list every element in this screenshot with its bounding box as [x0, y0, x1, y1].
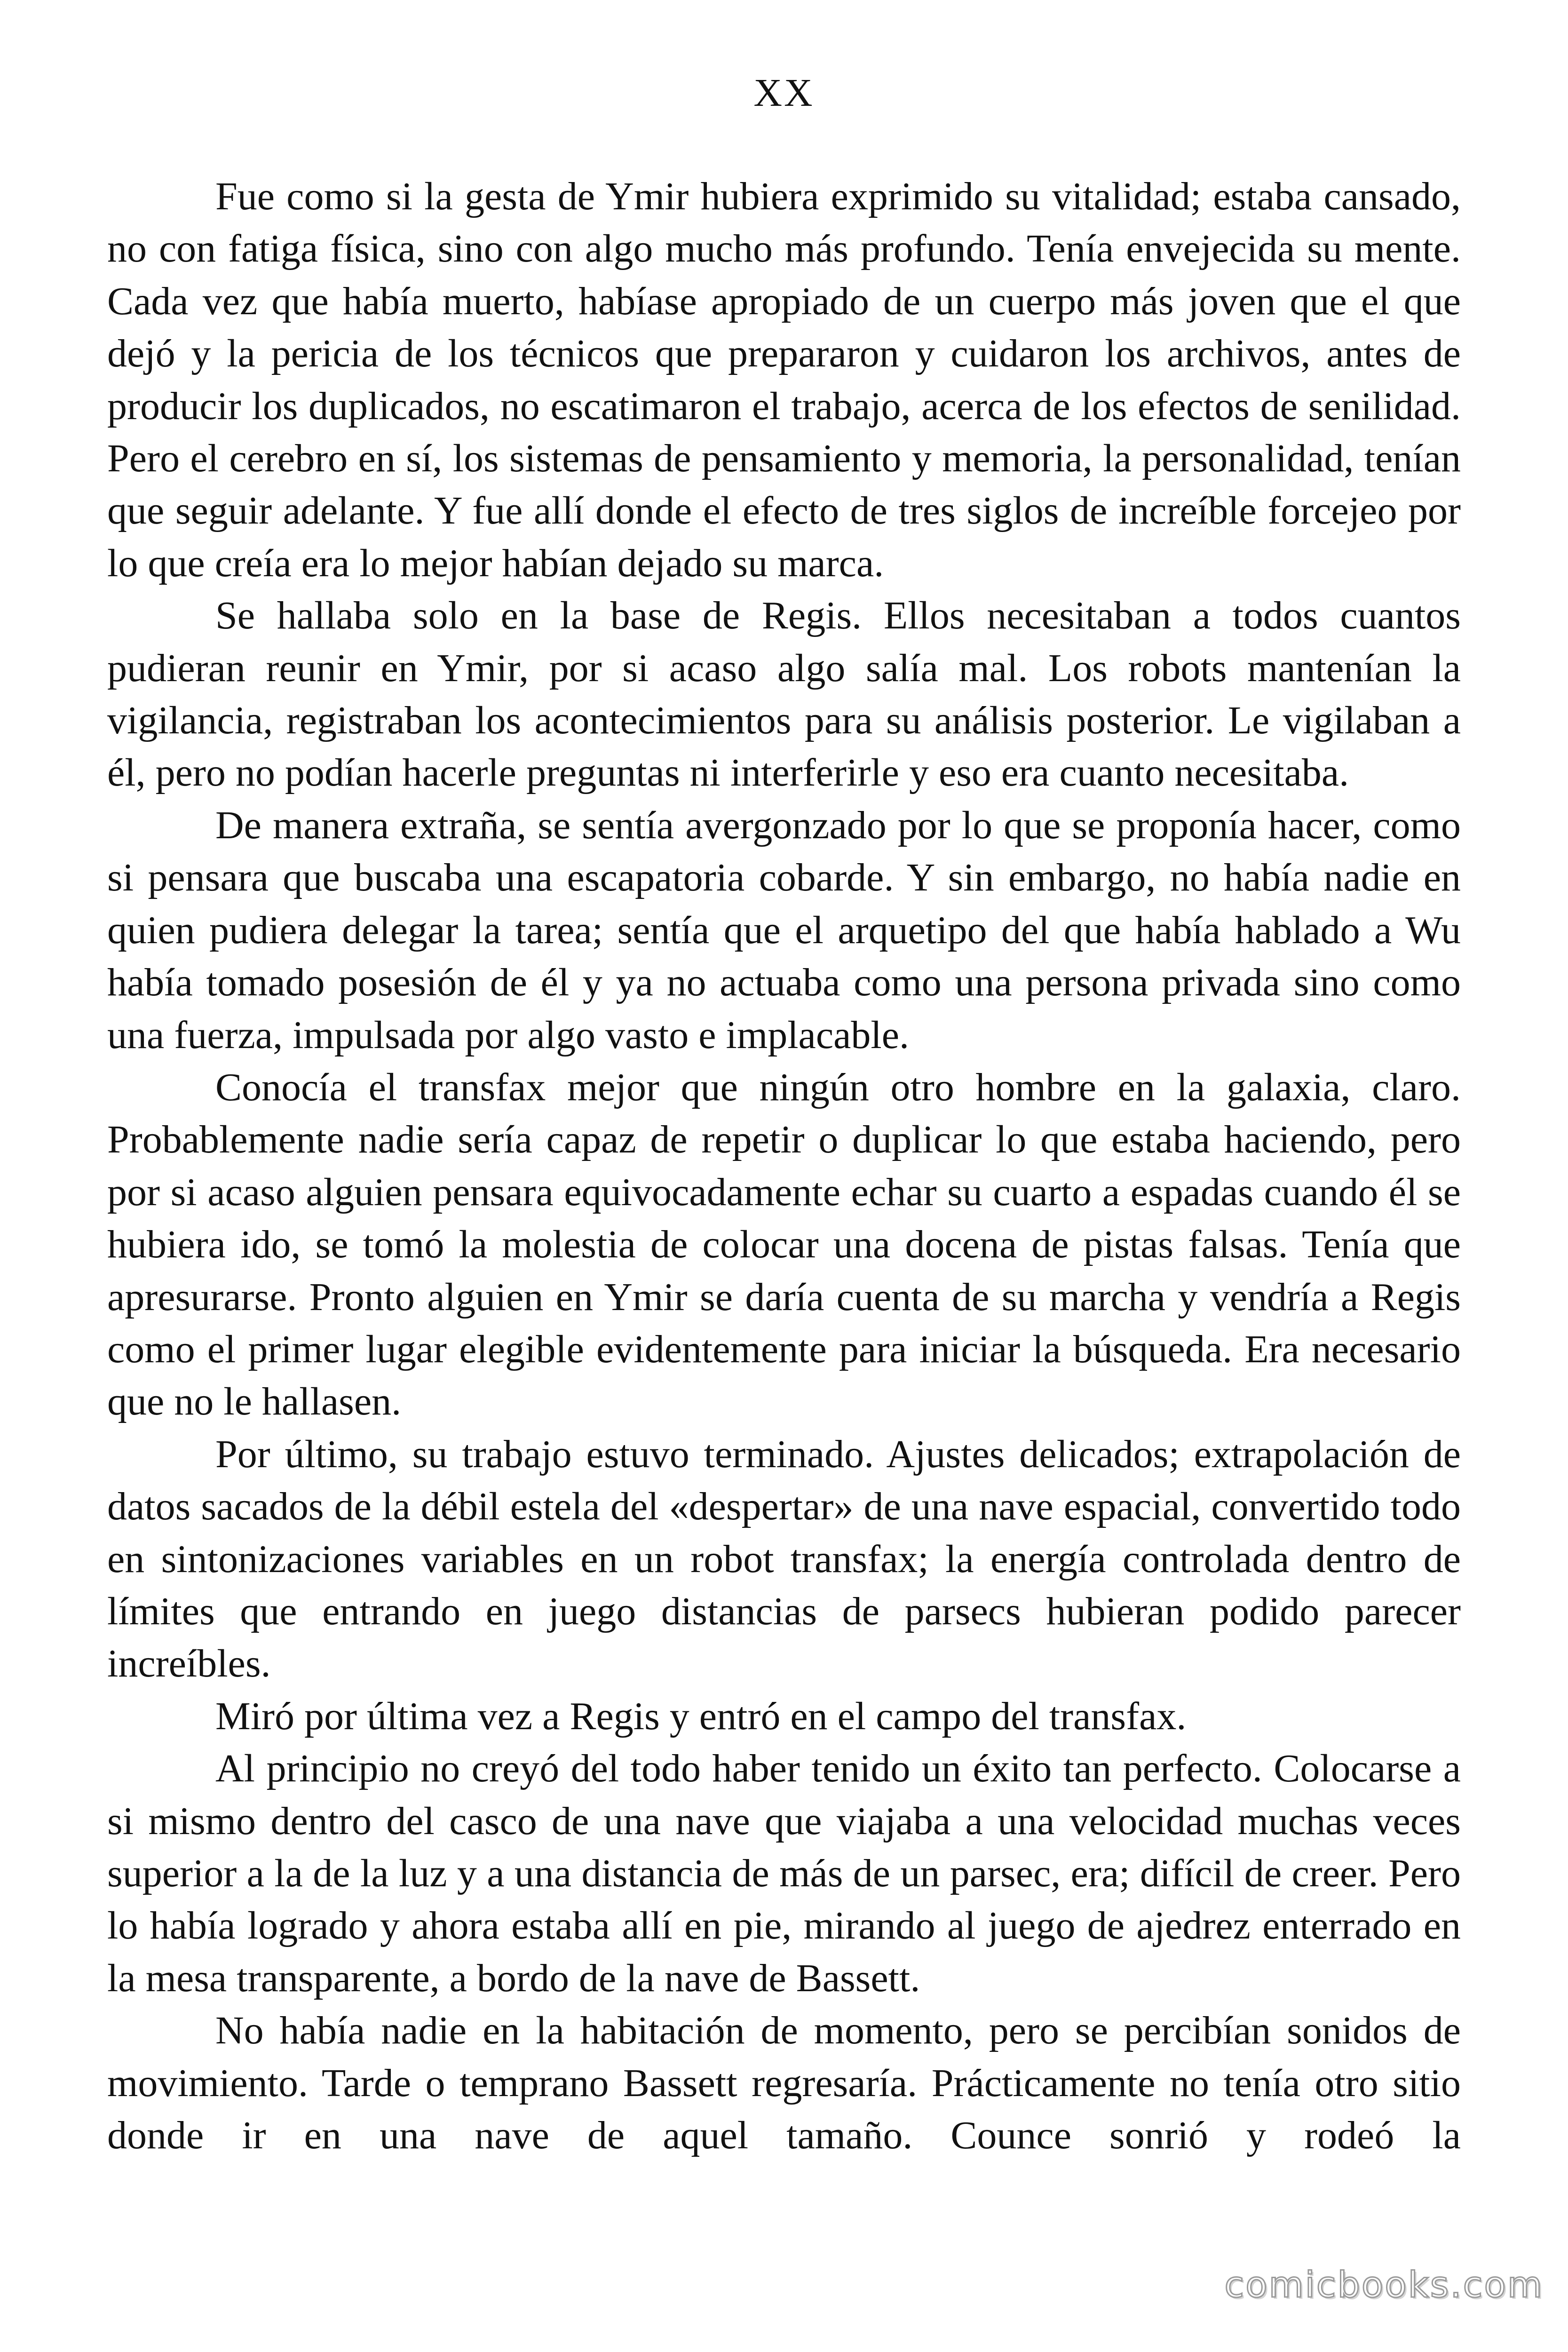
chapter-text	[107, 170, 1461, 2161]
paragraph-continued: No había nadie en la habitación de momento, pero se percibían sonidos de movimiento. Tarde o temprano Bassett regresaría. Prácticamente no tenía otro sitio donde ir en una nave de aquel tamaño. Counce sonrió y rodeó la	[107, 2009, 1461, 2158]
watermark-logo: comicbooks.com	[1224, 2264, 1544, 2305]
paragraph: De manera extraña, se sentía avergonzado por lo que se proponía hacer, como si pensara que buscaba una escapatoria cobarde. Y sin embargo, no había nadie en quien pudiera delegar la tarea; sentía que el arquetipo del que había hablado a Wu había tomado posesión de él y ya no actuaba como una persona privada sino como una fuerza, impulsada por algo vasto e implacable.	[107, 803, 1461, 1057]
paragraph: Se hallaba solo en la base de Regis. Ellos necesitaban a todos cuantos pudieran reunir en Ymir, por si acaso algo salía mal. Los robots mantenían la vigilancia, registraban los acontecimientos para su análisis posterior. Le vigilaban a él, pero no podían hacerle preguntas ni interferirle y eso era cuanto necesitaba.	[107, 594, 1461, 795]
paragraph: Miró por última vez a Regis y entró en el campo del transfax.	[215, 1694, 1187, 1738]
paragraph: Al principio no creyó del todo haber tenido un éxito tan perfecto. Colocarse a si mismo dentro del casco de una nave que viajaba a una velocidad muchas veces superior a la de la luz y a una distancia de más de un parsec, era; difícil de creer. Pero lo había logrado y ahora estaba allí en pie, mirando al juego de ajedrez enterrado en la mesa transparente, a bordo de la nave de Bassett.	[107, 1747, 1461, 2000]
paragraph: Fue como si la gesta de Ymir hubiera exprimido su vitalidad; estaba cansado, no con fatiga física, sino con algo mucho más profundo. Tenía envejecida su mente. Cada vez que había muerto, habíase apropiado de un cuerpo más joven que el que dejó y la pericia de los técnicos que prepararon y cuidaron los archivos, antes de producir los duplicados, no escatimaron el trabajo, acerca de los efectos de senilidad. Pero el cerebro en sí, los sistemas de pensamiento y memoria, la personalidad, tenían que seguir adelante. Y fue allí donde el efecto de tres siglos de increíble forcejeo por lo que creía era lo mejor habían dejado su marca.	[107, 175, 1461, 585]
paragraph: Conocía el transfax mejor que ningún otro hombre en la galaxia, claro. Probablemente nadie sería capaz de repetir o duplicar lo que estaba haciendo, pero por si acaso alguien pensara equivocadamente echar su cuarto a espadas cuando él se hubiera ido, se tomó la molestia de colocar una docena de pistas falsas. Tenía que apresurarse. Pronto alguien en Ymir se daría cuenta de su marcha y vendría a Regis como el primer lugar elegible evidentemente para iniciar la búsqueda. Era necesario que no le hallasen.	[107, 1065, 1461, 1424]
chapter-heading: XX	[753, 71, 815, 115]
paragraph: Por último, su trabajo estuvo terminado. Ajustes delicados; extrapolación de datos sacados de la débil estela del «despertar» de una nave espacial, convertido todo en sintonizaciones variables en un robot transfax; la energía controlada dentro de límites que entrando en juego distancias de parsecs hubieran podido parecer increíbles.	[107, 1432, 1461, 1686]
